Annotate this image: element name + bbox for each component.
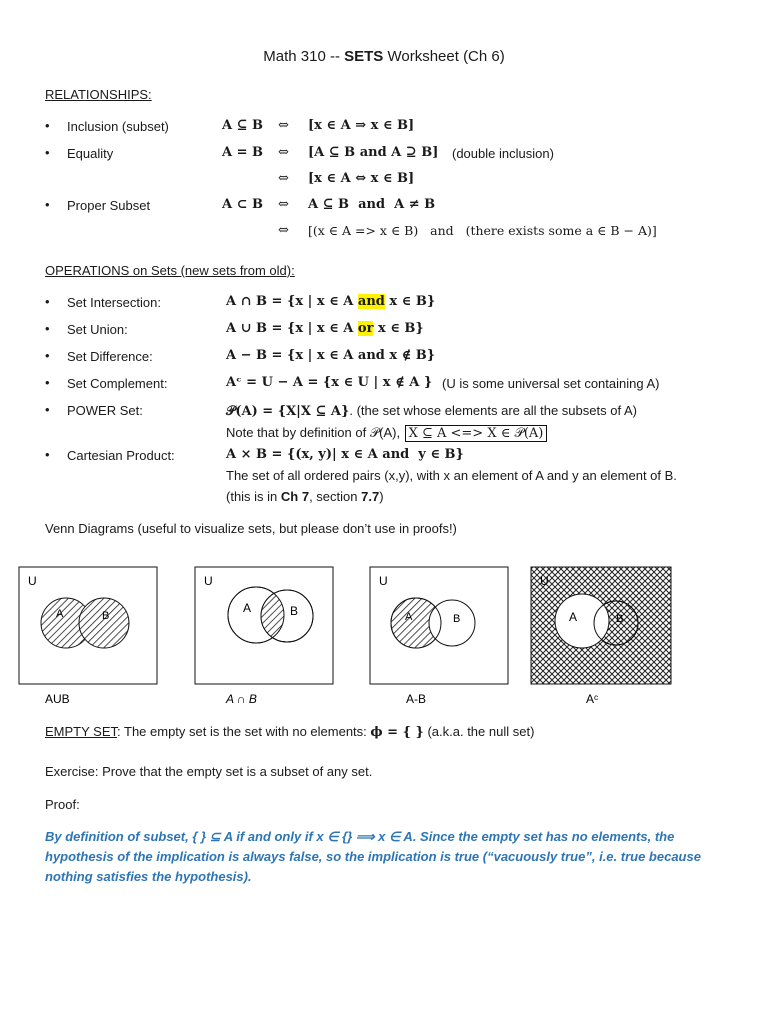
equality-lhs: A = B	[222, 145, 264, 160]
power-note-line	[226, 424, 547, 442]
empty-set-symbol: ϕ = { }	[370, 725, 424, 740]
complement-label: Set Complement:	[67, 376, 168, 391]
venn-circle-a	[555, 594, 609, 648]
ref-chapter: Ch 7	[280, 489, 310, 504]
venn-intersection	[195, 567, 333, 684]
power-formula-line	[226, 402, 637, 420]
union-formula	[226, 321, 424, 336]
boxed-equivalence: X ⊆ A <=> X ∈ 𝒫(A)	[405, 425, 548, 442]
page-title	[0, 48, 768, 65]
power-formula: 𝒫(A) = {X|X ⊆ A}	[226, 404, 350, 419]
cartesian-label: Cartesian Product:	[67, 448, 175, 463]
highlight-and: and	[357, 294, 385, 309]
venn-u-label: U	[204, 574, 213, 588]
title-topic: SETS	[344, 48, 384, 65]
venn-b-label: B	[453, 613, 461, 625]
venn-b-label: B	[102, 610, 110, 622]
equality-label: Equality	[67, 146, 114, 161]
iff-symbol: ⇔	[278, 171, 289, 186]
difference-label: Set Difference:	[67, 349, 153, 364]
empty-set-note: (a.k.a. the null set)	[423, 724, 535, 739]
proper-lhs: A ⊂ B	[222, 197, 264, 212]
bullet: •	[45, 118, 50, 133]
proper-rhs: A ⊆ B and A ≠ B	[308, 197, 436, 212]
inclusion-lhs: A ⊆ B	[222, 118, 264, 133]
intersection-label: Set Intersection:	[67, 295, 161, 310]
proper-rhs2: [(x ∈ A => x ∈ B) and (there exists some a ∈ B − A)]	[308, 223, 657, 238]
empty-set-text: : The empty set is the set with no elements:	[117, 724, 371, 739]
complement-formula: Aᶜ = U − A = {x ∈ U | x ∉ A }	[226, 375, 433, 390]
venn-b-label: B	[290, 604, 299, 618]
venn-union	[19, 567, 157, 684]
bullet: •	[45, 294, 50, 309]
bullet: •	[45, 145, 50, 160]
venn-diagrams	[0, 560, 768, 710]
venn-a-label: A	[56, 608, 64, 620]
inclusion-rhs: [x ∈ A ⇒ x ∈ B]	[308, 118, 415, 133]
power-label: POWER Set:	[67, 403, 143, 418]
bullet: •	[45, 447, 50, 462]
ref-part: )	[379, 489, 384, 504]
venn-caption-union: AUB	[45, 692, 70, 706]
venn-caption-complement: Aᶜ	[586, 692, 599, 706]
venn-u-label: U	[379, 574, 388, 588]
cartesian-reference	[226, 489, 384, 504]
proper-label: Proper Subset	[67, 198, 151, 213]
venn-b-label: B	[616, 613, 624, 625]
union-label: Set Union:	[67, 322, 128, 337]
formula-part: x ∈ B}	[384, 294, 436, 309]
iff-symbol: ⇔	[278, 145, 289, 160]
cartesian-formula: A × B = {(x, y)| x ∈ A and y ∈ B}	[226, 447, 464, 462]
highlight-or: or	[357, 321, 374, 336]
bullet: •	[45, 375, 50, 390]
title-rest: Worksheet (Ch 6)	[383, 48, 505, 65]
formula-part: x ∈ B}	[373, 321, 424, 336]
power-note2: Note that by definition of 𝒫(A),	[226, 425, 401, 440]
empty-set-heading: EMPTY SET	[45, 724, 118, 739]
iff-symbol: ⇔	[278, 223, 289, 238]
intersection-formula	[226, 294, 435, 309]
iff-symbol: ⇔	[278, 197, 289, 212]
venn-circle-b	[79, 598, 129, 648]
venn-u-label: U	[28, 574, 37, 588]
title-course: Math 310 --	[263, 48, 345, 65]
cartesian-description: The set of all ordered pairs (x,y), with x an element of A and y an element of B.	[226, 468, 677, 483]
proof-text: By definition of subset, { } ⊆ A if and only if x ∈ {} ⟹ x ∈ A. Since the empty set has no elements, the hypothesis of the implication is always false, so the implication is true (“vacuously true”, i.e. true because nothing satisfies the hypothesis).	[45, 829, 701, 884]
relationships-heading: RELATIONSHIPS:	[45, 87, 152, 102]
empty-set-line	[45, 724, 534, 740]
venn-caption-difference: A-B	[406, 692, 427, 706]
complement-note: (U is some universal set containing A)	[442, 376, 660, 391]
formula-part: A ∩ B = {x | x ∈ A	[226, 294, 358, 309]
venn-a-label: A	[569, 610, 578, 624]
bullet: •	[45, 348, 50, 363]
operations-heading: OPERATIONS on Sets (new sets from old):	[45, 263, 295, 278]
bullet: •	[45, 197, 50, 212]
equality-rhs2: [x ∈ A ⇔ x ∈ B]	[308, 171, 415, 186]
ref-part: (this is in	[226, 489, 281, 504]
venn-u-label: U	[540, 574, 549, 588]
venn-difference	[370, 567, 508, 684]
equality-note: (double inclusion)	[452, 146, 554, 161]
bullet: •	[45, 321, 50, 336]
inclusion-label: Inclusion (subset)	[67, 119, 169, 134]
power-note: . (the set whose elements are all the subsets of A)	[349, 403, 637, 418]
bullet: •	[45, 402, 50, 417]
equality-rhs: [A ⊆ B and A ⊇ B]	[308, 145, 439, 160]
formula-part: A ∪ B = {x | x ∈ A	[226, 321, 358, 336]
difference-formula: A − B = {x | x ∈ A and x ∉ B}	[226, 348, 436, 363]
venn-a-label: A	[243, 601, 252, 615]
venn-complement	[531, 567, 671, 684]
venn-circle-b	[429, 600, 475, 646]
venn-caption-intersection: A ∩ B	[226, 692, 257, 706]
venn-intro: Venn Diagrams (useful to visualize sets, but please don’t use in proofs!)	[45, 521, 457, 536]
ref-section: 7.7	[361, 489, 380, 504]
exercise-text: Exercise: Prove that the empty set is a subset of any set.	[45, 764, 373, 779]
venn-a-label: A	[405, 611, 413, 623]
iff-symbol: ⇔	[278, 118, 289, 133]
proof-label: Proof:	[45, 797, 80, 812]
ref-part: , section	[309, 489, 362, 504]
